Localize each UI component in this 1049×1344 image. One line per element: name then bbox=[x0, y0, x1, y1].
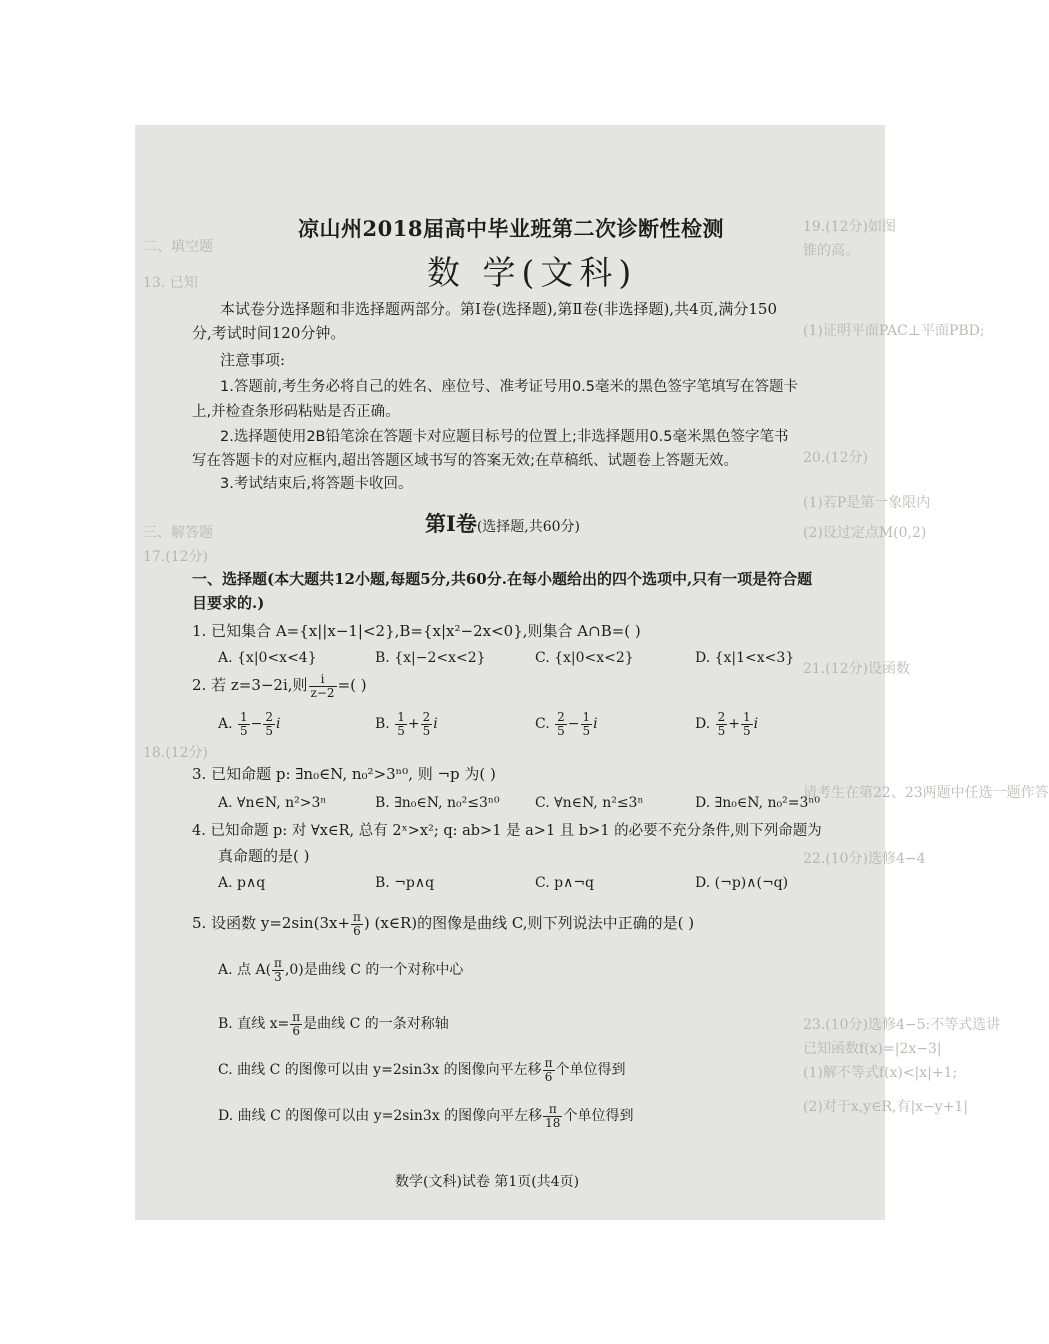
question-3: 3. 已知命题 p: ∃n₀∈N, n₀²>3ⁿ⁰, 则 ¬p 为( ) bbox=[192, 765, 496, 783]
bleed-line: (2)对于x,y∈R,有|x−y+1| bbox=[803, 1099, 969, 1115]
option-label: C. bbox=[535, 716, 550, 733]
option-text: B. 直线 x= bbox=[218, 1016, 290, 1033]
frac-den: 18 bbox=[545, 1115, 561, 1130]
imag-unit: i bbox=[276, 716, 281, 733]
q2-option-c bbox=[535, 711, 598, 737]
q2-option-a bbox=[218, 711, 281, 737]
bleed-line: 23.(10分)选修4−5:不等式选讲 bbox=[803, 1017, 1001, 1033]
question-1: 1. 已知集合 A={x||x−1|<2},B={x|x²−2x<0},则集合 A∩B=( ) bbox=[192, 622, 641, 640]
q2-option-b bbox=[375, 711, 438, 737]
frac-num: 1 bbox=[397, 710, 405, 724]
note-line: 2.选择题使用2B铅笔涂在答题卡对应题目标号的位置上;非选择题用0.5毫米黑色签字笔书 bbox=[220, 429, 789, 445]
frac-den: 6 bbox=[353, 923, 361, 938]
option-text: A. 点 A( bbox=[218, 962, 272, 979]
frac-den: 5 bbox=[240, 723, 248, 738]
frac-num: 2 bbox=[422, 710, 431, 724]
exam-sheet bbox=[135, 125, 1049, 1220]
q2-frac-num: i bbox=[309, 673, 337, 687]
frac-num: π bbox=[544, 1056, 553, 1070]
option-text: 个单位得到 bbox=[555, 1062, 626, 1079]
question-4-line2: 真命题的是( ) bbox=[218, 847, 310, 865]
question-5 bbox=[192, 911, 694, 937]
q1-option-c: C. {x|0<x<2} bbox=[535, 650, 634, 666]
fraction bbox=[272, 957, 284, 983]
q3-option-d: D. ∃n₀∈N, n₀²=3ⁿ⁰ bbox=[695, 795, 821, 811]
frac-num: π bbox=[543, 1103, 562, 1117]
question-2 bbox=[192, 673, 367, 699]
frac-den: 5 bbox=[422, 723, 431, 738]
frac-num: 2 bbox=[717, 710, 726, 724]
fraction bbox=[581, 711, 593, 737]
question-4-line1: 4. 已知命题 p: 对 ∀x∈R, 总有 2ˣ>x²; q: ab>1 是 a>1 且 b>1 的必要不充分条件,则下列命题为 bbox=[192, 823, 822, 839]
frac-num: π bbox=[353, 910, 361, 924]
bleed-line: 18.(12分) bbox=[143, 745, 209, 761]
fraction bbox=[351, 911, 363, 937]
q2-stem-pre: 2. 若 z=3−2i,则 bbox=[192, 676, 308, 695]
option-text: ,0)是曲线 C 的一个对称中心 bbox=[284, 962, 464, 979]
operator: + bbox=[407, 716, 420, 733]
fraction bbox=[555, 711, 567, 737]
frac-num: 1 bbox=[582, 710, 591, 724]
bleed-line: 二、填空题 bbox=[143, 239, 213, 255]
operator: − bbox=[567, 716, 580, 733]
bleed-line: 13. 已知 bbox=[143, 275, 198, 291]
intro-line: 分,考试时间120分钟。 bbox=[192, 324, 346, 342]
frac-den: 5 bbox=[717, 723, 726, 738]
q2-fraction bbox=[309, 673, 337, 699]
exam-title: 凉山州2018届高中毕业班第二次诊断性检测 bbox=[298, 216, 724, 241]
q2-stem-post: =( ) bbox=[337, 676, 367, 695]
q5-option-b bbox=[218, 1011, 449, 1037]
q1-option-d: D. {x|1<x<3} bbox=[695, 650, 795, 666]
bleed-line: 已知函数f(x)=|2x−3| bbox=[803, 1041, 942, 1057]
fraction bbox=[421, 711, 433, 737]
bleed-line: 20.(12分) bbox=[803, 450, 869, 466]
q2-option-d bbox=[695, 711, 758, 737]
q4-option-a: A. p∧q bbox=[218, 875, 266, 891]
frac-den: 5 bbox=[557, 723, 565, 738]
option-label: D. bbox=[695, 716, 711, 733]
frac-num: 2 bbox=[265, 710, 274, 724]
q1-option-a: A. {x|0<x<4} bbox=[218, 650, 317, 666]
option-label: B. bbox=[375, 716, 390, 733]
q3-option-c: C. ∀n∈N, n²≤3ⁿ bbox=[535, 795, 644, 811]
bleed-line: (1)证明平面PAC⊥平面PBD; bbox=[803, 323, 985, 339]
option-text: 个单位得到 bbox=[563, 1108, 634, 1125]
fraction bbox=[741, 711, 753, 737]
frac-num: 1 bbox=[240, 710, 248, 724]
frac-num: π bbox=[274, 956, 282, 970]
part1-subtitle: (选择题,共60分) bbox=[476, 519, 581, 535]
notes-heading: 注意事项: bbox=[220, 351, 286, 369]
frac-den: 6 bbox=[292, 1023, 301, 1038]
q3-option-a: A. ∀n∈N, n²>3ⁿ bbox=[218, 795, 327, 811]
imag-unit: i bbox=[593, 716, 598, 733]
q1-option-b: B. {x|−2<x<2} bbox=[375, 650, 486, 666]
subject-title: 数 学(文科) bbox=[427, 253, 638, 292]
bleed-line: 22.(10分)选修4−4 bbox=[803, 851, 926, 867]
bleed-line: 三、解答题 bbox=[143, 525, 213, 541]
q5-option-c bbox=[218, 1057, 626, 1083]
option-text: 是曲线 C 的一条对称轴 bbox=[303, 1016, 449, 1033]
fraction bbox=[238, 711, 250, 737]
frac-den: 5 bbox=[397, 723, 405, 738]
option-text: C. 曲线 C 的图像可以由 y=2sin3x 的图像向平左移 bbox=[218, 1062, 542, 1079]
q5-option-a bbox=[218, 957, 463, 983]
frac-den: 5 bbox=[743, 723, 751, 738]
frac-den: 5 bbox=[582, 723, 591, 738]
operator: + bbox=[728, 716, 741, 733]
fraction bbox=[543, 1103, 562, 1129]
imag-unit: i bbox=[753, 716, 759, 733]
imag-unit: i bbox=[433, 716, 438, 733]
frac-num: 1 bbox=[743, 710, 751, 724]
q4-option-b: B. ¬p∧q bbox=[375, 875, 435, 891]
option-text: D. 曲线 C 的图像可以由 y=2sin3x 的图像向平左移 bbox=[218, 1108, 543, 1125]
bleed-line: 19.(12分)如图 bbox=[803, 219, 897, 235]
fraction bbox=[290, 1011, 302, 1037]
note-line: 1.答题前,考生务必将自己的姓名、座位号、准考证号用0.5毫米的黑色签字笔填写在答题卡 bbox=[220, 379, 798, 395]
frac-den: 5 bbox=[265, 723, 274, 738]
page-footer: 数学(文科)试卷 第1页(共4页) bbox=[395, 1174, 580, 1190]
q5-stem-pre: 5. 设函数 y=2sin(3x+ bbox=[192, 914, 351, 933]
q5-option-d bbox=[218, 1103, 633, 1129]
fraction bbox=[716, 711, 728, 737]
note-line: 上,并检查条形码粘贴是否正确。 bbox=[192, 404, 400, 420]
bleed-line: (2)设过定点M(0,2) bbox=[803, 525, 927, 541]
q3-option-b: B. ∃n₀∈N, n₀²≤3ⁿ⁰ bbox=[375, 795, 500, 811]
bleed-line: 锥的高。 bbox=[803, 243, 859, 259]
section-instructions: 一、选择题(本大题共12小题,每题5分,共60分.在每小题给出的四个选项中,只有一项是符合题 bbox=[192, 570, 813, 588]
frac-den: 6 bbox=[544, 1069, 553, 1084]
bleed-line: (1)若P是第一象限内 bbox=[803, 495, 931, 511]
note-line: 写在答题卡的对应框内,超出答题区域书写的答案无效;在草稿纸、试题卷上答题无效。 bbox=[192, 453, 738, 469]
bleed-line: 请考生在第22、23两题中任选一题作答 bbox=[803, 785, 1049, 801]
frac-num: π bbox=[292, 1010, 301, 1024]
option-label: A. bbox=[218, 716, 233, 733]
q4-option-d: D. (¬p)∧(¬q) bbox=[695, 875, 789, 891]
intro-line: 本试卷分选择题和非选择题两部分。第Ⅰ卷(选择题),第Ⅱ卷(非选择题),共4页,满分150 bbox=[220, 300, 778, 318]
section-instructions: 目要求的.) bbox=[192, 594, 265, 612]
bleed-line: 17.(12分) bbox=[143, 549, 209, 565]
bleed-line: 21.(12分)设函数 bbox=[803, 661, 911, 677]
q2-frac-den: z−2 bbox=[310, 685, 335, 700]
fraction bbox=[263, 711, 275, 737]
q5-stem-post: ) (x∈R)的图像是曲线 C,则下列说法中正确的是( ) bbox=[363, 914, 695, 933]
note-line: 3.考试结束后,将答题卡收回。 bbox=[220, 476, 413, 492]
bleed-line: (1)解不等式f(x)<|x|+1; bbox=[803, 1065, 958, 1081]
part1-heading bbox=[425, 508, 580, 538]
frac-den: 3 bbox=[274, 969, 282, 984]
q4-option-c: C. p∧¬q bbox=[535, 875, 595, 891]
operator: − bbox=[250, 716, 263, 733]
fraction bbox=[543, 1057, 555, 1083]
frac-num: 2 bbox=[557, 710, 565, 724]
part1-title: 第Ⅰ卷 bbox=[425, 511, 477, 536]
fraction bbox=[395, 711, 407, 737]
